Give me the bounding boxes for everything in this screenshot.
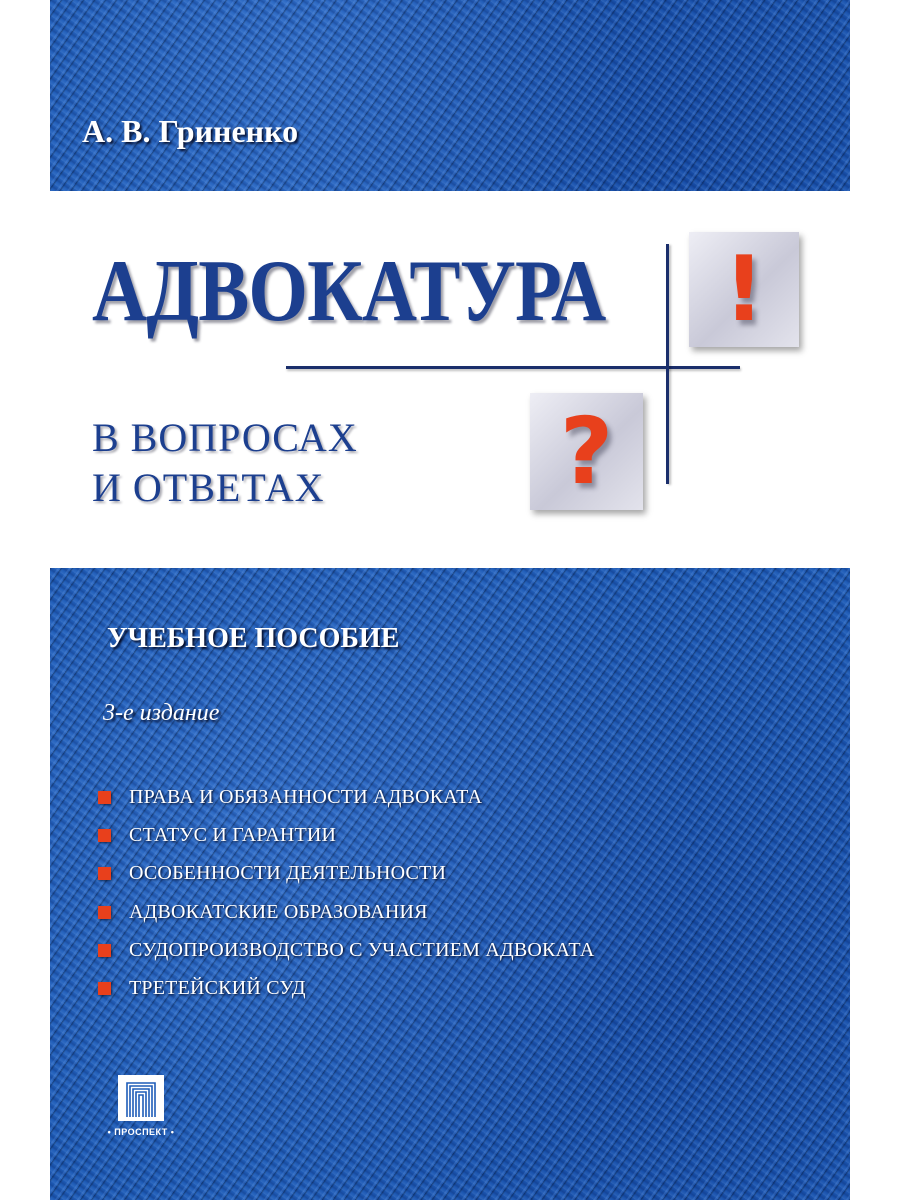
topic-item [98, 931, 595, 969]
top-textured-panel [50, 0, 850, 191]
question-card [530, 393, 643, 510]
square-bullet-icon [98, 982, 111, 995]
horizontal-divider-line [286, 366, 740, 369]
topic-text: СТАТУС И ГАРАНТИИ [129, 823, 337, 846]
square-bullet-icon [98, 944, 111, 957]
topic-text: ТРЕТЕЙСКИЙ СУД [129, 977, 306, 1000]
book-title: АДВОКАТУРА [92, 243, 606, 340]
square-bullet-icon [98, 867, 111, 880]
exclamation-icon: ! [723, 236, 765, 342]
publisher-logo [96, 1075, 186, 1137]
topic-text: СУДОПРОИЗВОДСТВО С УЧАСТИЕМ АДВОКАТА [129, 938, 595, 961]
subtitle-line-1: В ВОПРОСАХ [92, 415, 358, 460]
question-mark-icon: ? [559, 397, 614, 505]
author-name: А. В. Гриненко [82, 113, 299, 149]
topic-item [98, 893, 595, 931]
square-bullet-icon [98, 829, 111, 842]
square-bullet-icon [98, 906, 111, 919]
prospekt-building-icon [118, 1075, 164, 1121]
exclamation-card [689, 232, 799, 347]
topic-item [98, 969, 595, 1007]
topics-list [98, 778, 595, 1008]
square-bullet-icon [98, 791, 111, 804]
subtitle-line-2: И ОТВЕТАХ [92, 465, 325, 510]
edition-label: 3-е издание [103, 700, 220, 726]
topic-item [98, 855, 595, 893]
vertical-divider-line [666, 244, 669, 484]
topic-item [98, 816, 595, 854]
topic-text: АДВОКАТСКИЕ ОБРАЗОВАНИЯ [129, 900, 428, 923]
publisher-name: • ПРОСПЕКТ • [107, 1127, 175, 1137]
topic-item [98, 778, 595, 816]
topic-text: ПРАВА И ОБЯЗАННОСТИ АДВОКАТА [129, 785, 483, 808]
topic-text: ОСОБЕННОСТИ ДЕЯТЕЛЬНОСТИ [129, 862, 447, 885]
publication-type: УЧЕБНОЕ ПОСОБИЕ [107, 623, 400, 654]
